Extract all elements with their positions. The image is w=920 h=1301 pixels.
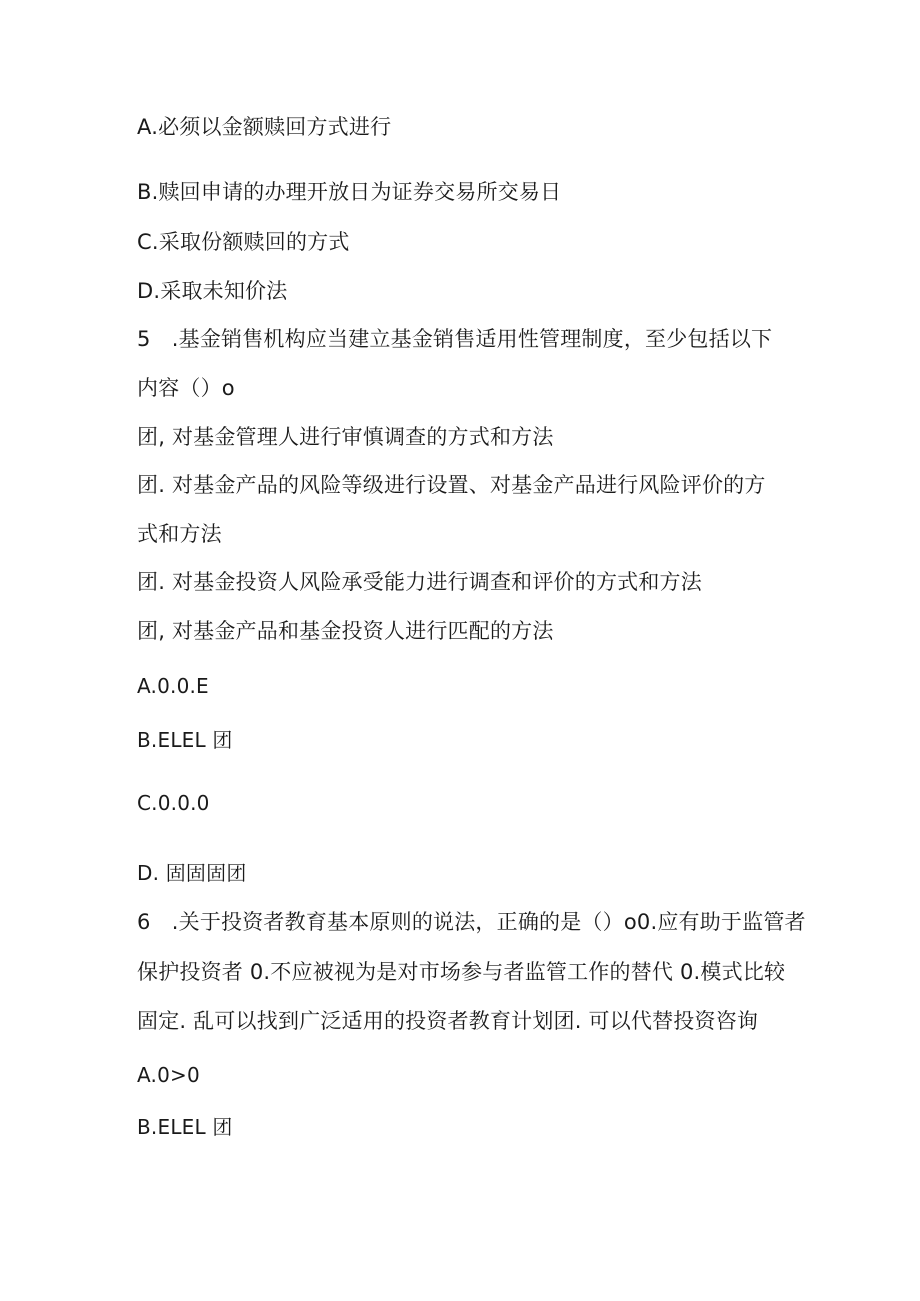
option-c-q4: C.采取份额赎回的方式 bbox=[137, 230, 350, 254]
option-a-q6: A.0>0 bbox=[137, 1063, 200, 1087]
question-6-line-3: 固定. 乱可以找到广泛适用的投资者教育计划团. 可以代替投资咨询 bbox=[137, 1009, 759, 1033]
option-c-q5: C.0.0.0 bbox=[137, 791, 210, 815]
option-b-q6: B.ELEL 团 bbox=[137, 1115, 233, 1139]
option-a-q5: A.0.0.E bbox=[137, 674, 209, 698]
option-d-q5: D. 固固固团 bbox=[137, 861, 247, 885]
q5-item-2-line-2: 式和方法 bbox=[137, 522, 222, 546]
q5-item-4: 团, 对基金产品和基金投资人进行匹配的方法 bbox=[137, 619, 554, 643]
option-b-q5: B.ELEL 团 bbox=[137, 728, 233, 752]
question-5-line-2: 内容（）o bbox=[137, 376, 235, 400]
question-5-line-1: 5 .基金销售机构应当建立基金销售适用性管理制度，至少包括以下 bbox=[137, 327, 773, 351]
q5-item-3: 团. 对基金投资人风险承受能力进行调查和评价的方式和方法 bbox=[137, 570, 702, 594]
option-b-q4: B.赎回申请的办理开放日为证券交易所交易日 bbox=[137, 180, 562, 204]
q5-item-2-line-1: 团. 对基金产品的风险等级进行设置、对基金产品进行风险评价的方 bbox=[137, 473, 766, 497]
option-d-q4: D.采取未知价法 bbox=[137, 279, 288, 303]
q5-item-1: 团, 对基金管理人进行审慎调查的方式和方法 bbox=[137, 425, 554, 449]
question-6-line-2: 保护投资者 0.不应被视为是对市场参与者监管工作的替代 0.模式比较 bbox=[137, 960, 786, 984]
question-6-line-1: 6 .关于投资者教育基本原则的说法，正确的是（）o0.应有助于监管者 bbox=[137, 910, 806, 934]
option-a-q4: A.必须以金额赎回方式进行 bbox=[137, 115, 392, 139]
